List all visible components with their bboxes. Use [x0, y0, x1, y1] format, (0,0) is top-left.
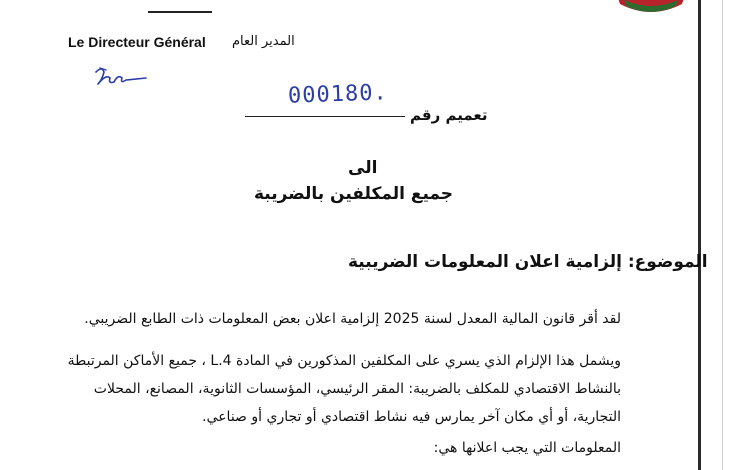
director-title-fr: Le Directeur Général — [68, 34, 206, 50]
dgi-logo — [612, 0, 690, 16]
paragraph-line: ويشمل هذا الإلزام الذي يسري على المكلفين المذكورين في المادة L.4 ، جميع الأماكن المرتبطة — [67, 353, 621, 369]
info-heading: المعلومات التي يجب اعلانها هي: — [433, 440, 621, 456]
body-paragraph-2 — [69, 347, 621, 431]
director-title-ar: المدير العام — [232, 34, 295, 49]
addressee-to: الى — [348, 158, 378, 178]
page-edge-shadow — [698, 0, 701, 470]
circular-number-stamp: 000180. — [287, 80, 389, 109]
circular-label: تعميم رقم — [410, 106, 488, 124]
signature-initials — [92, 64, 148, 90]
body-paragraph-1: لقد أقر قانون المالية المعدل لسنة 2025 إلزامية اعلان بعض المعلومات ذات الطابع الضريبي. — [84, 311, 621, 327]
paragraph-line: بالنشاط الاقتصادي للمكلف بالضريبة: المقر الرئيسي، المؤسسات الثانوية، المصانع، المحلات — [93, 381, 621, 397]
top-rule — [148, 11, 212, 13]
circular-number-line — [245, 116, 405, 117]
subject-line: الموضوع: إلزامية اعلان المعلومات الضريبية — [348, 252, 708, 272]
addressee-recipients: جميع المكلفين بالضريبة — [254, 184, 454, 204]
paragraph-line: التجارية، أو أي مكان آخر يمارس فيه نشاط اقتصادي أو تجاري أو صناعي. — [202, 409, 621, 425]
page-edge-line — [722, 0, 723, 470]
